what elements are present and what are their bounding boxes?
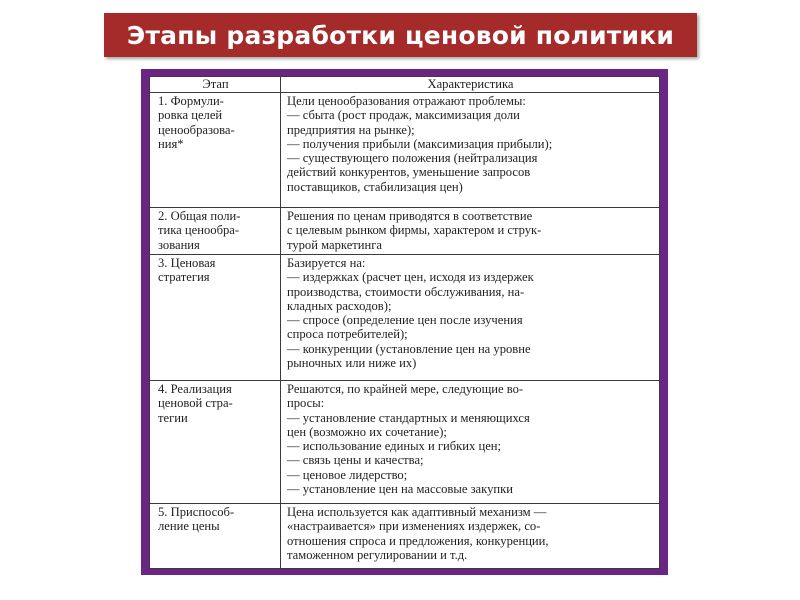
slide-title-banner bbox=[104, 13, 697, 57]
table-row bbox=[150, 381, 660, 504]
description-cell: Решаются, по крайней мере, следующие во- просы: — установление стандартных и меняющихся цен (возможно их сочетание); — использование единых и гибких цен; — связь цены и качества; — ценовое лидерство; — установление цен на массовые закупки bbox=[281, 381, 660, 504]
description-cell: Цели ценообразования отражают проблемы: — сбыта (рост продаж, максимизация доли предприятия на рынке); — получения прибыли (максимизация прибыли); — существующего положения (нейтрализация действий конкурентов, уменьшение запросов поставщиков, стабилизация цен) bbox=[281, 93, 660, 208]
pricing-policy-table bbox=[149, 76, 660, 569]
table-row bbox=[150, 255, 660, 381]
stage-cell: 1. Формули- ровка целей ценообразова- ния* bbox=[150, 93, 281, 208]
table-row bbox=[150, 504, 660, 569]
description-cell: Базируется на: — издержках (расчет цен, исходя из издержек производства, стоимости обслуживания, на- кладных расходов); — спросе (определение цен после изучения спроса потребителей); — конкуренции (установление цен на уровне рыночных или ниже их) bbox=[281, 255, 660, 381]
description-cell: Решения по ценам приводятся в соответствие с целевым рынком фирмы, характером и струк- турой маркетинга bbox=[281, 208, 660, 255]
stage-cell: 5. Приспособ- ление цены bbox=[150, 504, 281, 569]
table-frame bbox=[141, 69, 668, 575]
header-stage: Этап bbox=[150, 77, 281, 93]
header-description: Характеристика bbox=[281, 77, 660, 93]
stage-cell: 4. Реализация ценовой стра- тегии bbox=[150, 381, 281, 504]
stage-cell: 2. Общая поли- тика ценообра- зования bbox=[150, 208, 281, 255]
table-header-row bbox=[150, 77, 660, 93]
description-cell: Цена используется как адаптивный механизм — «настраивается» при изменениях издержек, со- отношения спроса и предложения, конкуренции, таможенном регулировании и т.д. bbox=[281, 504, 660, 569]
slide-title: Этапы разработки ценовой политики bbox=[126, 20, 675, 50]
table-row bbox=[150, 208, 660, 255]
table-row bbox=[150, 93, 660, 208]
stage-cell: 3. Ценовая стратегия bbox=[150, 255, 281, 381]
